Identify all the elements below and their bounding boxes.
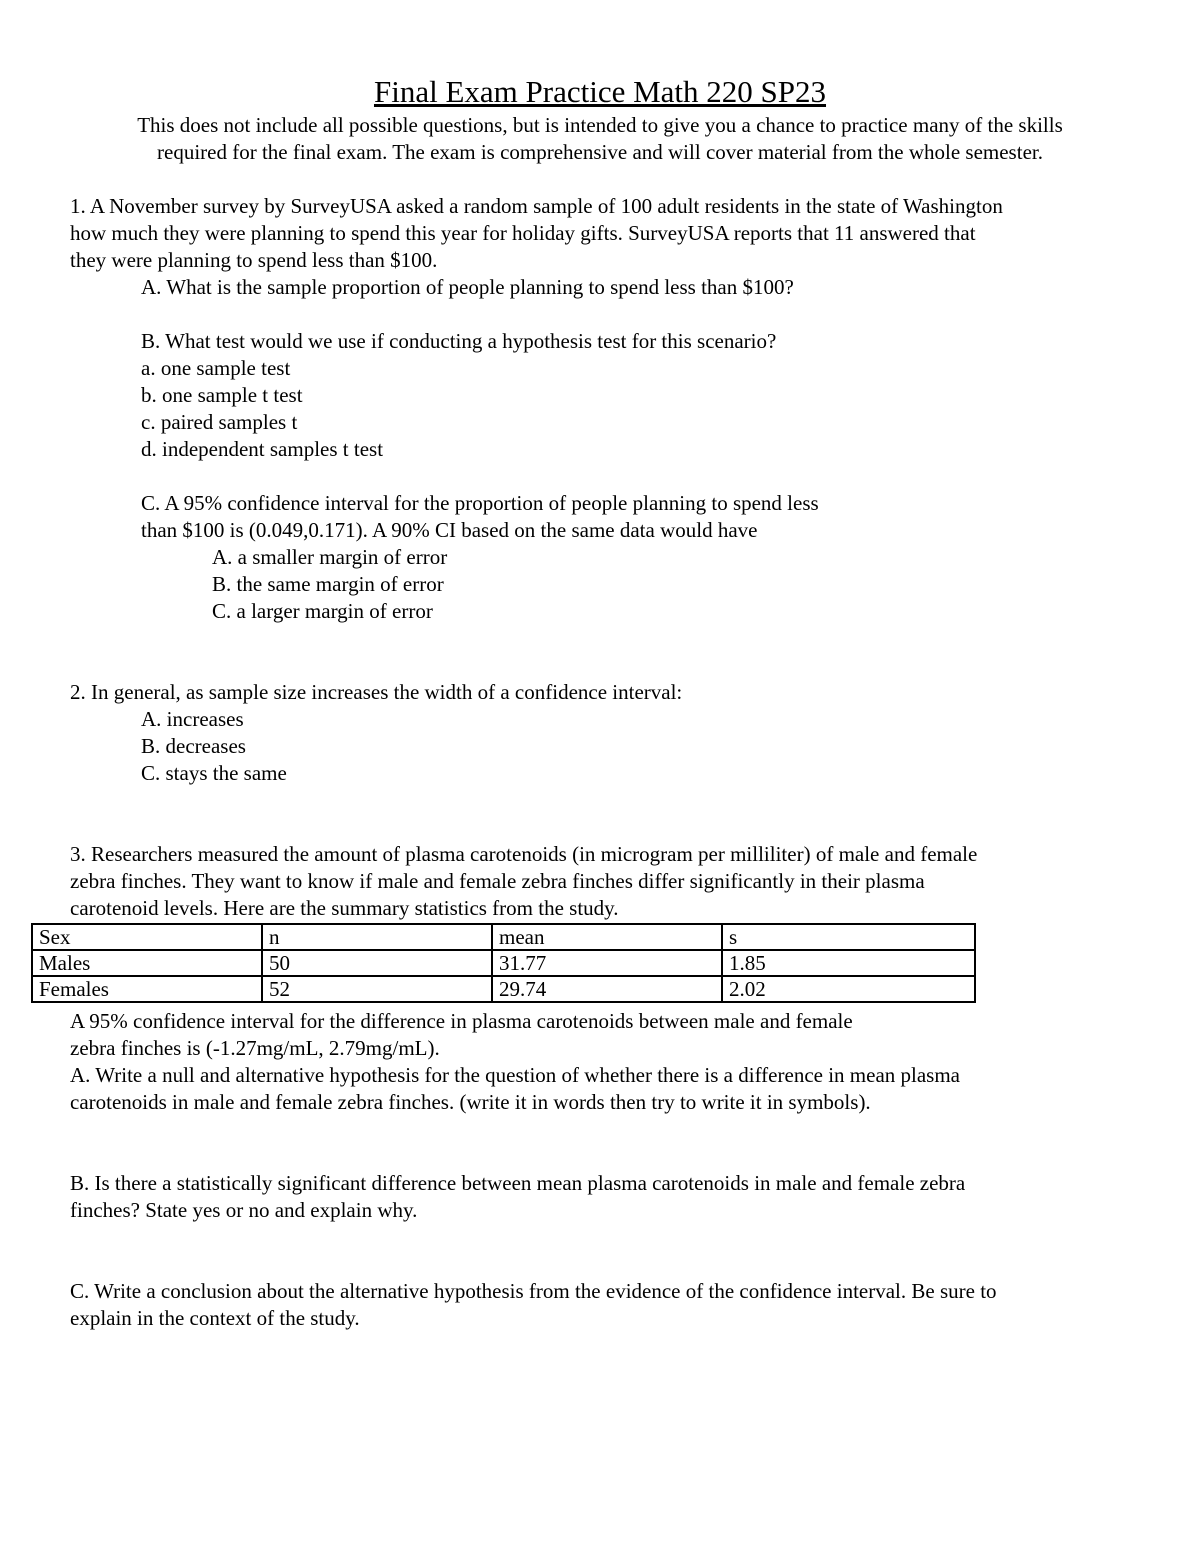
table-cell: 29.74	[492, 976, 722, 1002]
q3-part-a-line-2: carotenoids in male and female zebra finches. (write it in words then try to write it in symbols).	[70, 1090, 871, 1114]
q2-stem: 2. In general, as sample size increases the width of a confidence interval:	[70, 680, 683, 704]
table-cell: Males	[32, 950, 262, 976]
intro-line-1: This does not include all possible questions, but is intended to give you a chance to practice many of the skills	[137, 113, 1063, 137]
summary-statistics-table	[31, 923, 976, 1003]
table-cell: 50	[262, 950, 492, 976]
q2-option-a: A. increases	[141, 707, 244, 731]
q1-part-c-line-2: than $100 is (0.049,0.171). A 90% CI based on the same data would have	[141, 518, 758, 542]
table-cell: 2.02	[722, 976, 975, 1002]
q3-part-a-line-1: A. Write a null and alternative hypothesis for the question of whether there is a difference in mean plasma	[70, 1063, 960, 1087]
q1-stem-line-3: they were planning to spend less than $100.	[70, 248, 438, 272]
q2-option-b: B. decreases	[141, 734, 246, 758]
q3-stem-line-2: zebra finches. They want to know if male and female zebra finches differ significantly in their plasma	[70, 869, 925, 893]
q3-part-b-line-1: B. Is there a statistically significant difference between mean plasma carotenoids in male and female zebra	[70, 1171, 966, 1195]
table-row	[32, 976, 975, 1002]
q3-part-c-line-2: explain in the context of the study.	[70, 1306, 360, 1330]
q1-part-c-option-c: C. a larger margin of error	[212, 599, 433, 623]
q1-stem-line-2: how much they were planning to spend this year for holiday gifts. SurveyUSA reports that 11 answered that	[70, 221, 976, 245]
q3-part-c-line-1: C. Write a conclusion about the alternative hypothesis from the evidence of the confidence interval. Be sure to	[70, 1279, 997, 1303]
q1-part-b-option-a: a. one sample test	[141, 356, 291, 380]
table-cell: 31.77	[492, 950, 722, 976]
q1-part-c-option-a: A. a smaller margin of error	[212, 545, 448, 569]
table-header-cell: Sex	[32, 924, 262, 950]
page-title: Final Exam Practice Math 220 SP23	[373, 74, 827, 109]
q3-ci-line-1: A 95% confidence interval for the difference in plasma carotenoids between male and female	[70, 1009, 853, 1033]
table-header-row	[32, 924, 975, 950]
table-cell: 52	[262, 976, 492, 1002]
q3-stem-line-1: 3. Researchers measured the amount of plasma carotenoids (in microgram per milliliter) of male and female	[70, 842, 978, 866]
q3-stem-line-3: carotenoid levels. Here are the summary statistics from the study.	[70, 896, 619, 920]
q3-part-b-line-2: finches? State yes or no and explain why.	[70, 1198, 418, 1222]
q1-stem-line-1: 1. A November survey by SurveyUSA asked a random sample of 100 adult residents in the state of Washington	[70, 194, 1003, 218]
q1-part-b: B. What test would we use if conducting a hypothesis test for this scenario?	[141, 329, 777, 353]
q1-part-b-option-b: b. one sample t test	[141, 383, 303, 407]
intro-line-2: required for the final exam. The exam is comprehensive and will cover material from the whole semester.	[157, 140, 1043, 164]
table-cell: 1.85	[722, 950, 975, 976]
table-cell: Females	[32, 976, 262, 1002]
q3-ci-line-2: zebra finches is (-1.27mg/mL, 2.79mg/mL).	[70, 1036, 440, 1060]
table-header-cell: mean	[492, 924, 722, 950]
table-row	[32, 950, 975, 976]
table-header-cell: s	[722, 924, 975, 950]
q2-option-c: C. stays the same	[141, 761, 287, 785]
q1-part-c-option-b: B. the same margin of error	[212, 572, 444, 596]
table-header-cell: n	[262, 924, 492, 950]
q1-part-b-option-c: c. paired samples t	[141, 410, 298, 434]
q1-part-c-line-1: C. A 95% confidence interval for the proportion of people planning to spend less	[141, 491, 819, 515]
q1-part-b-option-d: d. independent samples t test	[141, 437, 384, 461]
q1-part-a: A. What is the sample proportion of people planning to spend less than $100?	[141, 275, 794, 299]
